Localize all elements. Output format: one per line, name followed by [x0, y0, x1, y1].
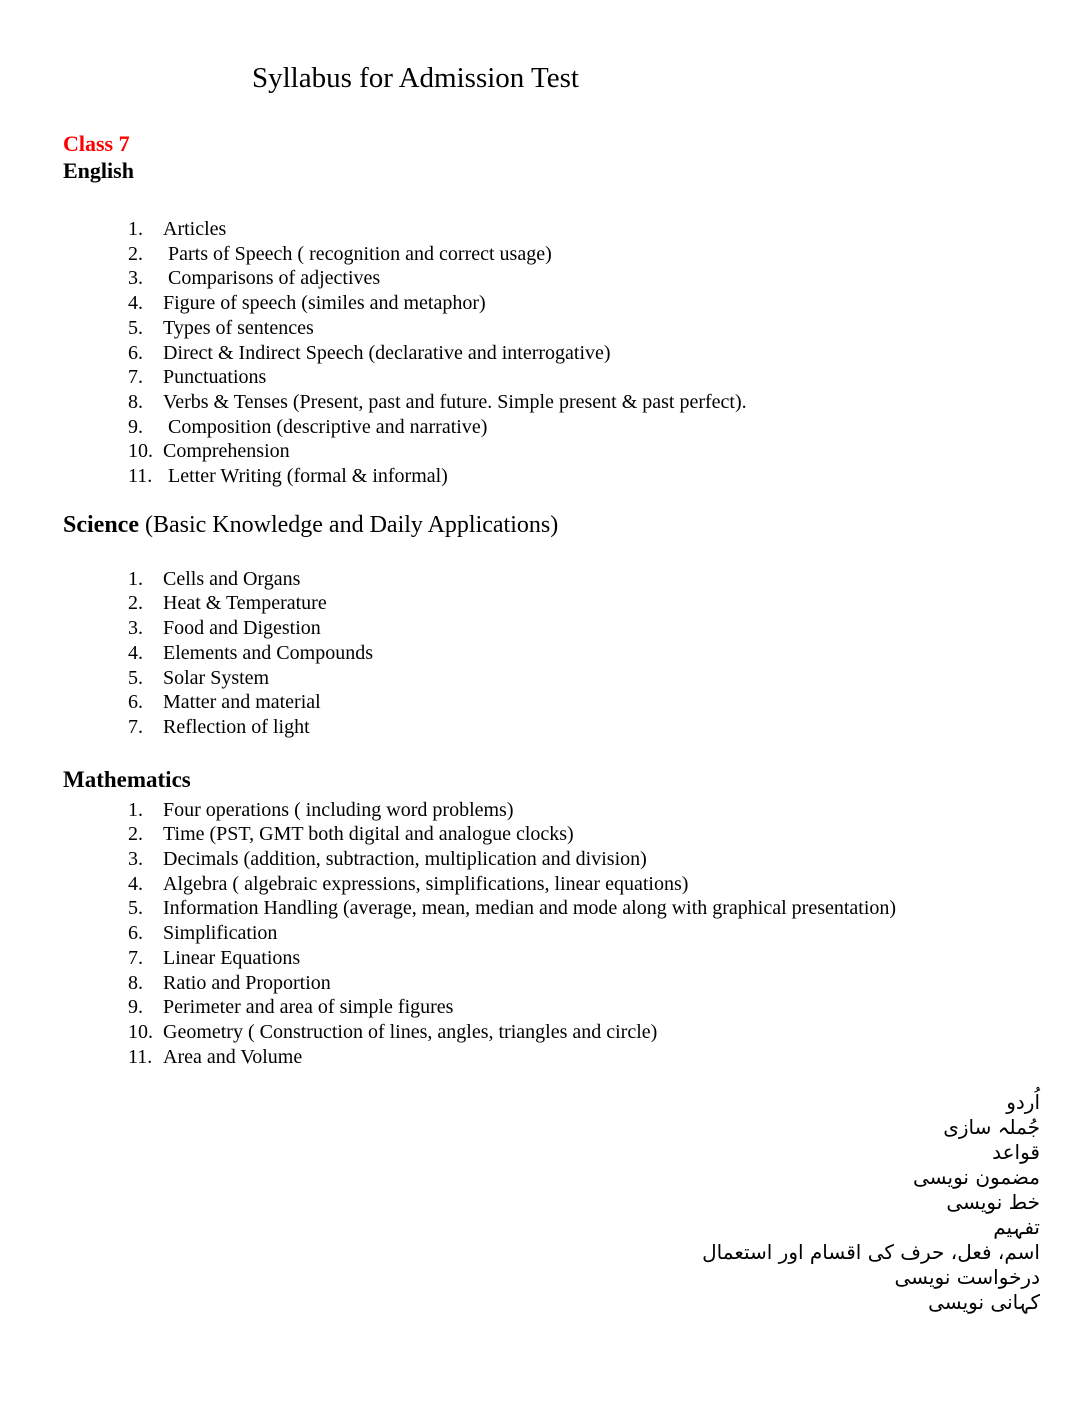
- list-item-number: 9.: [128, 415, 143, 438]
- list-item: [128, 616, 1040, 641]
- list-item: [128, 1045, 1040, 1070]
- list-item-number: 7.: [128, 946, 143, 969]
- list-item-text: Types of sentences: [163, 316, 314, 339]
- urdu-section: [63, 1090, 1040, 1315]
- list-item: [128, 921, 1040, 946]
- list-item-text: Decimals (addition, subtraction, multiplication and division): [163, 848, 647, 871]
- list-item-number: 1.: [128, 218, 143, 240]
- science-heading-rest: (Basic Knowledge and Daily Applications): [138, 511, 559, 538]
- english-topic-list: [63, 217, 1040, 489]
- list-item-number: 11.: [128, 1045, 153, 1068]
- list-item-number: 11.: [128, 465, 153, 488]
- list-item-text: Comparisons of adjectives: [163, 267, 381, 290]
- list-item: [128, 316, 1040, 341]
- list-item: [128, 591, 1040, 616]
- list-item-number: 4.: [128, 872, 143, 895]
- urdu-line: جُملہ سازی: [943, 1115, 1040, 1140]
- list-item-text: Composition (descriptive and narrative): [163, 415, 488, 438]
- urdu-line: اسم، فعل، حرف کی اقسام اور استعمال: [702, 1240, 1040, 1265]
- list-item-number: 8.: [128, 390, 143, 413]
- list-item: [128, 896, 1040, 921]
- list-item-number: 7.: [128, 366, 143, 389]
- list-item: [128, 439, 1040, 464]
- list-item-text: Perimeter and area of simple figures: [163, 996, 454, 1019]
- list-item-text: Ratio and Proportion: [163, 971, 331, 994]
- list-item-text: Simplification: [163, 922, 278, 945]
- list-item: [128, 415, 1040, 440]
- list-item-number: 1.: [128, 567, 143, 590]
- urdu-line: تفہیم: [993, 1215, 1040, 1240]
- list-item-text: Time (PST, GMT both digital and analogue clocks): [163, 823, 574, 846]
- list-item-number: 2.: [128, 823, 143, 846]
- urdu-line: اُردو: [1006, 1090, 1040, 1115]
- list-item: [128, 822, 1040, 847]
- list-item-text: Heat & Temperature: [163, 592, 327, 615]
- list-item: [128, 847, 1040, 872]
- list-item-number: 10.: [128, 1020, 153, 1043]
- list-item-number: 3.: [128, 267, 143, 290]
- list-item-number: 7.: [128, 715, 143, 738]
- list-item-text: Comprehension: [163, 440, 290, 463]
- list-item-number: 9.: [128, 996, 143, 1019]
- urdu-line: خط نویسی: [946, 1190, 1040, 1215]
- list-item-number: 6.: [128, 922, 143, 945]
- class-label: Class 7: [63, 131, 130, 156]
- list-item: [128, 365, 1040, 390]
- list-item: [128, 242, 1040, 267]
- list-item-number: 6.: [128, 691, 143, 714]
- list-item: [128, 341, 1040, 366]
- list-item-text: Area and Volume: [163, 1045, 303, 1068]
- list-item-text: Algebra ( algebraic expressions, simplifications, linear equations): [163, 872, 689, 895]
- science-topic-list: [63, 567, 1040, 740]
- list-item: [128, 715, 1040, 740]
- list-item-text: Solar System: [163, 666, 270, 689]
- list-item: [128, 641, 1040, 666]
- list-item-text: Food and Digestion: [163, 617, 321, 640]
- list-item-number: 6.: [128, 341, 143, 364]
- list-item-text: Letter Writing (formal & informal): [163, 465, 448, 488]
- list-item-number: 5.: [128, 666, 143, 689]
- list-item-number: 2.: [128, 242, 143, 265]
- list-item: [128, 217, 1040, 242]
- list-item-number: 10.: [128, 440, 153, 463]
- list-item: [128, 390, 1040, 415]
- english-heading: English: [63, 158, 134, 183]
- list-item-text: Elements and Compounds: [163, 641, 373, 664]
- list-item-text: Linear Equations: [163, 946, 301, 969]
- list-item: [128, 666, 1040, 691]
- urdu-line: قواعد: [992, 1140, 1040, 1165]
- list-item: [128, 995, 1040, 1020]
- list-item-number: 2.: [128, 592, 143, 615]
- mathematics-heading: Mathematics: [63, 766, 191, 792]
- list-item-number: 4.: [128, 292, 143, 315]
- list-item-text: Punctuations: [163, 366, 267, 389]
- list-item-number: 3.: [128, 848, 143, 871]
- list-item-text: Figure of speech (similes and metaphor): [163, 292, 486, 315]
- list-item: [128, 690, 1040, 715]
- list-item: [128, 291, 1040, 316]
- list-item-number: 5.: [128, 897, 143, 920]
- mathematics-topic-list: [63, 798, 1040, 1070]
- list-item-number: 3.: [128, 617, 143, 640]
- list-item-number: 4.: [128, 641, 143, 664]
- class-heading-group: [63, 130, 1040, 184]
- list-item: [128, 567, 1040, 592]
- list-item: [128, 946, 1040, 971]
- list-item-text: Matter and material: [163, 691, 321, 714]
- science-heading-bold: Science: [63, 511, 139, 538]
- urdu-line: کہانی نویسی: [928, 1290, 1040, 1315]
- urdu-line: مضمون نویسی: [913, 1165, 1040, 1190]
- list-item-text: Cells and Organs: [163, 567, 301, 590]
- list-item-text: Parts of Speech ( recognition and correct usage): [163, 242, 552, 265]
- list-item-text: Information Handling (average, mean, median and mode along with graphical presentation): [163, 897, 897, 920]
- list-item: [128, 971, 1040, 996]
- list-item: [128, 266, 1040, 291]
- list-item-text: Verbs & Tenses (Present, past and future. Simple present & past perfect).: [163, 390, 747, 413]
- page-title: Syllabus for Admission Test: [252, 62, 579, 94]
- list-item-text: Reflection of light: [163, 715, 310, 738]
- list-item-text: Four operations ( including word problems): [163, 798, 514, 821]
- science-heading: [63, 510, 1040, 540]
- list-item: [128, 464, 1040, 489]
- list-item-text: Articles: [163, 218, 227, 240]
- list-item-text: Geometry ( Construction of lines, angles, triangles and circle): [163, 1020, 658, 1043]
- list-item: [128, 1020, 1040, 1045]
- list-item-text: Direct & Indirect Speech (declarative and interrogative): [163, 341, 611, 364]
- list-item-number: 5.: [128, 316, 143, 339]
- list-item-number: 1.: [128, 798, 143, 821]
- list-item: [128, 798, 1040, 823]
- list-item: [128, 872, 1040, 897]
- urdu-line: درخواست نویسی: [894, 1265, 1040, 1290]
- list-item-number: 8.: [128, 971, 143, 994]
